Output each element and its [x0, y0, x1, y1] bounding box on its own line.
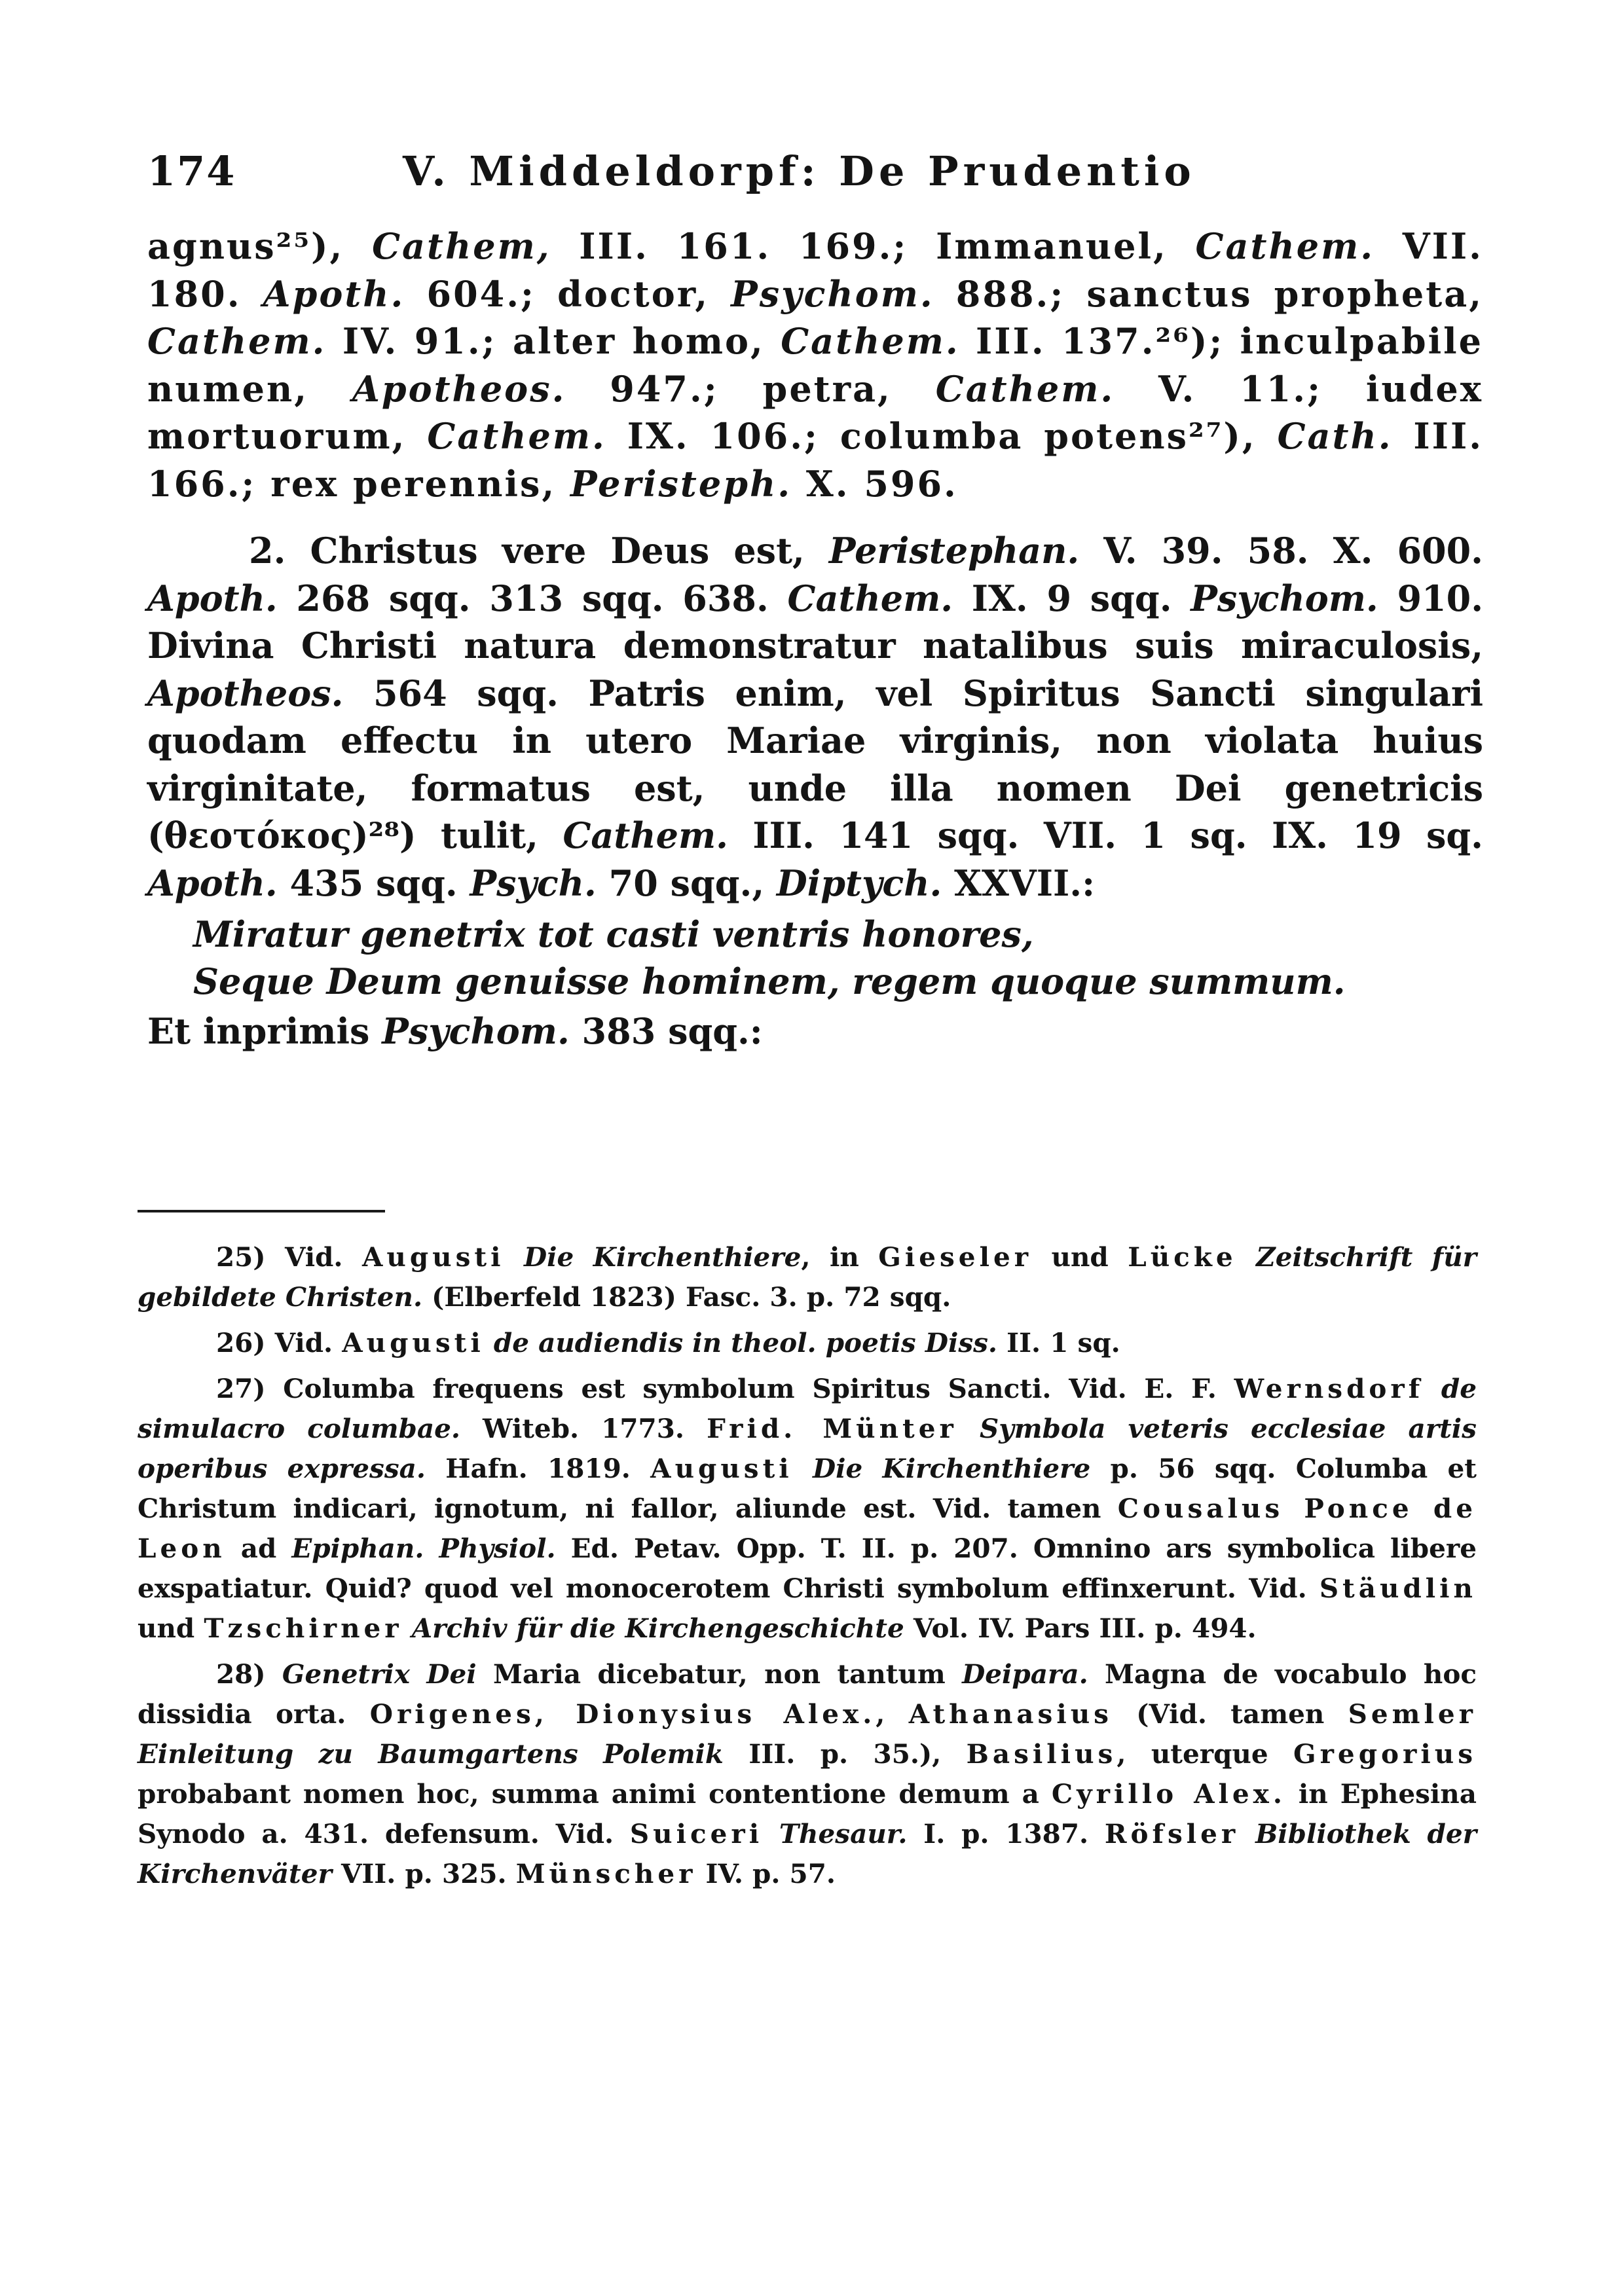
- text-run: 25) Vid.: [216, 1241, 362, 1273]
- text-run: 604.; doctor,: [405, 272, 731, 315]
- verse-line-2: Seque Deum genuisse hominem, regem quoque summum.: [193, 960, 1346, 1002]
- text-run: IX. 9 sqq.: [953, 577, 1191, 619]
- text-run: 383 sqq.:: [569, 1010, 763, 1052]
- text-run: VII. 180.: [147, 225, 1483, 315]
- italic-run: Bibliothek der Kirchenväter: [138, 1818, 1477, 1889]
- text-run: Magna de vocabulo hoc dissidia orta.: [138, 1658, 1477, 1730]
- text-run: 888.; sanctus propheta,: [934, 272, 1483, 315]
- spaced-name-run: Semler: [1348, 1698, 1477, 1730]
- spaced-name-run: Tzschirner: [204, 1613, 403, 1644]
- text-run: Ed. Petav. Opp. T. II. p. 207. Omnino ars symbolica libere exspatiatur. Quid? quod vel monocerotem Christi symbolum effinxerunt. Vid.: [138, 1533, 1477, 1604]
- italic-run: Cathem.: [1195, 225, 1375, 267]
- spaced-name-run: Stäudlin: [1319, 1573, 1477, 1604]
- spaced-name-run: Röfsler: [1104, 1818, 1240, 1850]
- text-run: [957, 1413, 980, 1444]
- text-run: probabant nomen hoc, summa animi contentione demum a: [138, 1778, 1052, 1810]
- text-run: agnus²⁵),: [147, 225, 373, 267]
- italic-run: Zeitschrift für gebildete Christen.: [138, 1241, 1477, 1313]
- main-text: [147, 223, 1483, 1055]
- italic-run: de simulacro columbae.: [138, 1373, 1477, 1444]
- italic-run: Deipara.: [962, 1658, 1088, 1690]
- spaced-name-run: Münscher: [515, 1858, 697, 1889]
- footnote-27: [138, 1369, 1477, 1649]
- text-run: III. 137.²⁶); inculpabile numen,: [147, 320, 1483, 410]
- spaced-name-run: Suiceri: [629, 1818, 764, 1850]
- text-run: [485, 1327, 494, 1358]
- spaced-name-run: Origenes, Dionysius Alex.: [369, 1698, 876, 1730]
- spaced-name-run: Augusti: [650, 1453, 793, 1484]
- text-run: Witeb. 1773.: [460, 1413, 707, 1444]
- text-run: 28): [216, 1658, 282, 1690]
- italic-run: Die Kirchenthiere: [523, 1241, 802, 1273]
- text-run: 27) Columba frequens est symbolum Spiritus Sancti. Vid. E. F.: [216, 1373, 1234, 1404]
- text-run: III. p. 35.),: [724, 1738, 967, 1770]
- spaced-name-run: Gregorius: [1293, 1738, 1477, 1770]
- footnote-28: [138, 1654, 1477, 1894]
- text-run: 435 sqq.: [277, 862, 470, 904]
- text-run: 70 sqq.,: [596, 862, 777, 904]
- text-run: Et inprimis: [147, 1010, 382, 1052]
- footnote-26: [138, 1323, 1477, 1363]
- italic-run: Psych.: [470, 862, 597, 904]
- spaced-name-run: Gieseler: [878, 1241, 1033, 1273]
- italic-run: Cathem.: [563, 814, 728, 856]
- text-run: [1424, 1373, 1441, 1404]
- text-run: IV. 91.; alter homo,: [326, 320, 781, 362]
- text-run: I. p. 1387.: [907, 1818, 1105, 1850]
- spaced-name-run: Wernsdorf: [1234, 1373, 1424, 1404]
- paragraph-1: [147, 223, 1483, 507]
- text-run: Hafn. 1819.: [425, 1453, 651, 1484]
- spaced-name-run: Augusti: [361, 1241, 505, 1273]
- text-run: III. 141 sqq. VII. 1 sq. IX. 19 sq.: [728, 814, 1483, 856]
- italic-run: Apoth.: [147, 577, 278, 619]
- spaced-name-run: Cousalus Ponce de Leon: [138, 1493, 1477, 1564]
- italic-run: Cathem.: [787, 577, 953, 619]
- footnotes: [138, 1237, 1477, 1900]
- italic-run: Thesaur.: [779, 1818, 908, 1850]
- running-title: V. Middeldorpf: De Prudentio: [403, 147, 1196, 195]
- text-run: V. 39. 58. X. 600.: [1079, 530, 1483, 572]
- italic-run: Cathem.: [427, 415, 606, 457]
- text-run: VII. p. 325.: [331, 1858, 516, 1889]
- text-run: [793, 1453, 813, 1484]
- spaced-name-run: Basilius: [966, 1738, 1117, 1770]
- italic-run: Genetrix Dei: [282, 1658, 477, 1690]
- spaced-name-run: Athanasius: [908, 1698, 1113, 1730]
- text-run: ,: [876, 1698, 909, 1730]
- italic-run: Psychom.: [1190, 577, 1378, 619]
- italic-run: Apoth.: [147, 862, 278, 904]
- italic-run: Archiv für die Kirchengeschichte: [411, 1613, 904, 1644]
- text-run: IV. p. 57.: [696, 1858, 836, 1889]
- text-run: ad: [225, 1533, 292, 1564]
- text-run: Vol. IV. Pars III. p. 494.: [904, 1613, 1257, 1644]
- verse-quote: [193, 911, 1483, 1005]
- text-run: (Vid. tamen: [1112, 1698, 1348, 1730]
- text-run: V. 11.; iudex mortuorum,: [147, 367, 1483, 457]
- text-run: 268 sqq. 313 sqq. 638.: [277, 577, 788, 619]
- text-run: Maria dicebatur, non tantum: [476, 1658, 963, 1690]
- spaced-name-run: Cyrillo Alex.: [1051, 1778, 1286, 1810]
- italic-run: Apoth.: [263, 272, 405, 315]
- text-run: [1239, 1818, 1255, 1850]
- text-run: III. 166.; rex perennis,: [147, 415, 1483, 505]
- italic-run: Einleitung zu Baumgartens Polemik: [138, 1738, 724, 1770]
- text-run: 910. Divina Christi natura demonstratur natalibus suis miraculosis,: [147, 577, 1483, 666]
- text-run: [1237, 1241, 1256, 1273]
- italic-run: Epiphan. Physiol.: [291, 1533, 556, 1564]
- spaced-name-run: Lücke: [1128, 1241, 1237, 1273]
- italic-run: Diptych.: [776, 862, 942, 904]
- text-run: und: [138, 1613, 204, 1644]
- italic-run: Cath.: [1277, 415, 1393, 457]
- text-run: p. 56 sqq. Columba et Christum indicari, ignotum, ni fallor, aliunde est. Vid. tamen: [138, 1453, 1477, 1524]
- italic-run: Symbola veteris ecclesiae artis operibus expressa.: [138, 1413, 1477, 1484]
- italic-run: Cathem,: [372, 225, 551, 267]
- text-run: 26) Vid.: [216, 1327, 342, 1358]
- italic-run: Psychom.: [382, 1010, 570, 1052]
- text-run: II. 1 sq.: [997, 1327, 1120, 1358]
- text-run: (Elberfeld 1823) Fasc. 3. p. 72 sqq.: [422, 1281, 951, 1313]
- italic-run: Peristephan.: [828, 530, 1080, 572]
- text-run: [403, 1613, 412, 1644]
- text-run: 2. Christus vere Deus est,: [249, 530, 829, 572]
- verse-line-1: Miratur genetrix tot casti ventris honores,: [193, 913, 1034, 955]
- text-run: [763, 1818, 779, 1850]
- italic-run: Cathem.: [147, 320, 327, 362]
- italic-run: Cathem.: [781, 320, 960, 362]
- text-run: und: [1032, 1241, 1128, 1273]
- italic-run: Apotheos.: [147, 672, 344, 714]
- italic-run: Die Kirchenthiere: [812, 1453, 1091, 1484]
- paragraph-2: [147, 527, 1483, 907]
- italic-run: Peristeph.: [570, 462, 792, 505]
- paragraph-after-quote: [147, 1008, 1483, 1055]
- text-run: , in: [801, 1241, 879, 1273]
- text-run: X. 596.: [792, 462, 958, 505]
- text-run: 947.; petra,: [566, 367, 936, 410]
- italic-run: Apotheos.: [352, 367, 566, 410]
- footnote-25: [138, 1237, 1477, 1317]
- italic-run: de audiendis in theol. poetis Diss.: [493, 1327, 998, 1358]
- text-run: IX. 106.; columba potens²⁷),: [606, 415, 1278, 457]
- italic-run: Psychom.: [731, 272, 934, 315]
- text-run: in Ephesina Synodo a. 431. defensum. Vid.: [138, 1778, 1477, 1850]
- text-run: 564 sqq. Patris enim, vel Spiritus Sancti singulari quodam effectu in utero Mariae virginis, non violata huius virginitate, formatus est, unde illa nomen Dei genetricis (θεοτόκος)²⁸) tulit,: [147, 672, 1483, 856]
- footnote-rule: [138, 1210, 385, 1212]
- text-run: XXVII.:: [942, 862, 1096, 904]
- spaced-name-run: Frid. Münter: [707, 1413, 957, 1444]
- italic-run: Cathem.: [935, 367, 1115, 410]
- page-header: [147, 147, 1496, 206]
- text-run: III. 161. 169.; Immanuel,: [551, 225, 1196, 267]
- text-run: [505, 1241, 524, 1273]
- spaced-name-run: Augusti: [342, 1327, 485, 1358]
- page-number: 174: [147, 147, 236, 195]
- text-run: , uterque: [1116, 1738, 1293, 1770]
